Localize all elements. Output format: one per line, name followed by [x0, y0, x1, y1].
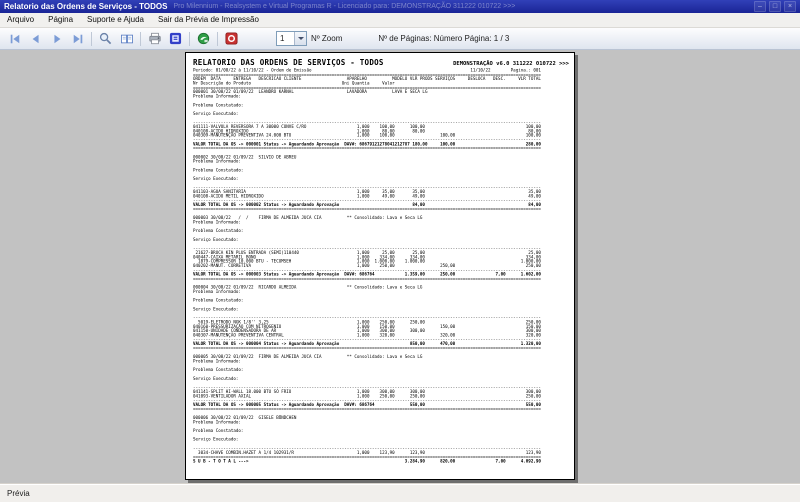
print-icon	[148, 32, 162, 45]
report-line: 040202-MANUT. CORRETIVA 1,000 250,00 250,00 250,00	[193, 262, 541, 268]
menu-bar	[0, 13, 800, 28]
report-line: Serviço Executado:	[193, 436, 239, 442]
report-line: Serviço Executado:	[193, 236, 239, 242]
report-line: Serviço Executado:	[193, 306, 239, 312]
export-icon	[197, 32, 210, 45]
report-line: S U B - T O T A L ---> 3.284,90 820,00 7,00 4.092,90	[193, 458, 541, 464]
report-line: Nr Descrição do Produto Uni Quantia Valor	[193, 80, 395, 86]
two-page-view-button[interactable]	[116, 29, 137, 48]
print-preview-page	[185, 52, 575, 480]
close-preview-button[interactable]	[221, 29, 242, 48]
first-page-button[interactable]	[4, 29, 25, 48]
zoom-button[interactable]	[95, 29, 116, 48]
report-line: Serviço Executado:	[193, 176, 239, 182]
report-demo-label: DEMONSTRAÇÃO v6.0 311222 010722 >>>	[453, 60, 569, 67]
report-line: Problema Informado:	[193, 93, 241, 99]
menu-arquivo[interactable]: Arquivo	[7, 15, 35, 24]
report-header-row	[193, 58, 569, 68]
toolbar-separator	[91, 32, 92, 46]
report-line: 000005 30/08/22 01/09/22 FIRMA DE ALMEIDA JUCA CIA ** Consolidado: Lava e Seca LG	[193, 354, 423, 360]
previous-page-button[interactable]	[25, 29, 46, 48]
report-line: Problema Informado:	[193, 158, 241, 164]
report-line: ==========================================================================================================================================	[193, 71, 541, 77]
menu-sair-da-previa[interactable]: Sair da Prévia de Impressão	[157, 15, 259, 24]
report-line: VALOR TOTAL DA OS -> 000004 Status -> Aguardando Aprovação 850,00 470,00 1.320,00	[193, 341, 541, 347]
report-line: 21627-BROCA KIN PLUS ENTRADA (SEMI)110440 1,000 25,00 25,00 25,00	[193, 249, 541, 255]
status-bar	[0, 483, 800, 502]
close-icon[interactable]: ×	[784, 1, 796, 12]
next-page-button[interactable]	[46, 29, 67, 48]
report-line: VALOR TOTAL DA OS -> 000001 Status -> Aguardando Aprovação DAV#: 68679121278041212787 180,00 100,00 280,00	[193, 141, 541, 147]
pages-count-label: Nº de Páginas: Número Página: 1 / 3	[378, 34, 510, 43]
report-line: ------------------------------------------------------------------------------------------------------------------------------------------	[193, 245, 541, 251]
report-line: 041103-AGUA SANITARIA 1,000 35,00 35,00 35,00	[193, 189, 541, 195]
report-line: 040309-MANUTENÇÃO PREVENTIVA 24.000 BTU 1,000 100,00 100,00 100,00	[193, 132, 541, 138]
report-line: ==========================================================================================================================================	[193, 406, 541, 412]
report-line: ------------------------------------------------------------------------------------------------------------------------------------------	[193, 267, 541, 273]
report-line: 000006 30/08/22 01/09/22 GISELE BÜNDCHEN	[193, 415, 393, 420]
print-setup-icon	[169, 32, 182, 45]
report-line: ==========================================================================================================================================	[193, 145, 541, 151]
toolbar	[0, 28, 800, 50]
report-line: Serviço Executado:	[193, 375, 239, 381]
first-page-icon	[8, 33, 22, 45]
report-line: ==========================================================================================================================================	[193, 206, 541, 212]
report-line: Problema Informado:	[193, 219, 241, 225]
page-number-value: 1	[280, 34, 285, 43]
window-title: Relatorio das Ordens de Serviços - TODOS	[4, 2, 168, 11]
report-line: 040108-ACIDO HIDROXIDO 1,000 80,00 80,00 80,00	[193, 128, 541, 134]
report-line: Serviço Executado:	[193, 110, 239, 116]
report-line: 000002 30/08/22 01/09/22 SILVIO DE ABREU	[193, 154, 393, 160]
report-line: ------------------------------------------------------------------------------------------------------------------------------------------	[193, 137, 541, 142]
zoom-icon	[99, 32, 112, 45]
status-text: Prévia	[7, 488, 30, 498]
report-line: ==========================================================================================================================================	[193, 345, 541, 351]
report-line: Problema Informado:	[193, 289, 241, 295]
report-line: ------------------------------------------------------------------------------------------------------------------------------------------	[193, 315, 541, 321]
chevron-down-icon[interactable]	[294, 32, 306, 45]
report-line: ------------------------------------------------------------------------------------------------------------------------------------------	[193, 184, 541, 190]
report-line: Periodo: 01/08/22 à 11/10/22 - Ordem de Emissão 11/10/22 Pagina.: 001	[193, 67, 541, 73]
report-line: 041141-SPLIT HI-WALL 18.000 BTU SÓ FRIO 1,000 300,00 300,00 300,00	[193, 388, 541, 394]
report-line: ------------------------------------------------------------------------------------------------------------------------------------------	[193, 197, 541, 203]
report-line: VALOR TOTAL DA OS -> 000002 Status -> Aguardando Aprovação 84,00 84,00	[193, 202, 541, 208]
report-line: Problema Constatado:	[193, 297, 244, 303]
report-line: Problema Informado:	[193, 358, 241, 364]
next-page-icon	[50, 33, 64, 45]
page-number-select[interactable]	[276, 31, 307, 46]
report-line: Problema Constatado:	[193, 102, 244, 108]
report-line: 000001 30/08/22 01/09/22 LEANDRO KARNAL LAVADORA LAVA E SECA LG	[193, 89, 428, 95]
report-line: Problema Constatado:	[193, 428, 244, 434]
report-line: ------------------------------------------------------------------------------------------------------------------------------------------	[193, 336, 541, 342]
previous-page-icon	[29, 33, 43, 45]
report-line: Problema Constatado:	[193, 367, 244, 373]
report-line: 041150-UNIDADE CONDENSADORA DE AR 1,000 300,00 300,00 300,00	[193, 328, 541, 334]
report-content	[193, 58, 569, 463]
report-line: VALOR TOTAL DA OS -> 000005 Status -> Aguardando Aprovação DAV#: 686764 550,00 550,00	[193, 401, 541, 407]
close-preview-icon	[225, 32, 238, 45]
report-line: 041093-VENTILADOR AXIAL 1,000 250,00 250,00 250,00	[193, 393, 541, 399]
report-line: 041111-VALVULA REVERSORA 7 A 30000 CONVE C/RO 1,000 100,00 100,00 100,00	[193, 123, 541, 129]
report-line: ------------------------------------------------------------------------------------------------------------------------------------------	[193, 119, 541, 125]
window-titlebar	[0, 0, 800, 13]
report-line: 000004 30/08/22 01/09/22 RICARDO ALMEIDA ** Consolidado: Lava e Seca LG	[193, 284, 423, 290]
report-line: 000003 30/08/22 / / FIRMA DE ALMEIDA JUCA CIA ** Consolidado: Lava e Seca LG	[193, 215, 423, 221]
report-line: ==========================================================================================================================================	[193, 84, 541, 90]
report-line: 040447-CAIXA METARIL BONO 1,000 334,00 334,00 334,00	[193, 254, 541, 260]
report-line: ------------------------------------------------------------------------------------------------------------------------------------------	[193, 445, 541, 451]
report-line: 040307-MANUTENÇÃO PREVENTIVA CENTRAL 1,000 320,00 320,00 320,00	[193, 332, 541, 338]
maximize-icon[interactable]: □	[769, 1, 781, 12]
report-line: 040160-PRESSURIZAÇÃO COM NITROGENIO 1,000 150,00 150,00 150,00	[193, 323, 541, 329]
last-page-button[interactable]	[67, 29, 88, 48]
report-line: Problema Constatado:	[193, 167, 244, 173]
report-line: Problema Constatado:	[193, 228, 244, 234]
report-line: ------------------------------------------------------------------------------------------------------------------------------------------	[193, 397, 541, 403]
export-button[interactable]	[193, 29, 214, 48]
report-body	[193, 68, 569, 463]
report-line: 040108-ACIDO METIL HIDROXIDO 1,000 49,00 49,00 49,00	[193, 193, 541, 199]
menu-suporte-e-ajuda[interactable]: Suporte e Ajuda	[87, 15, 144, 24]
preview-area	[0, 50, 800, 483]
report-line: 1879-COMPRESSOR 10.000 BTU - TECUMSEH 1,000 1.000,00 1.000,00 1.000,00	[193, 258, 541, 264]
report-line: ==========================================================================================================================================	[193, 276, 541, 281]
toolbar-separator	[217, 32, 218, 46]
minimize-icon[interactable]: –	[754, 1, 766, 12]
report-line: ==========================================================================================================================================	[193, 454, 541, 460]
print-setup-button[interactable]	[165, 29, 186, 48]
zoom-label: Nº Zoom	[311, 34, 343, 43]
last-page-icon	[71, 33, 85, 45]
menu-pagina[interactable]: Página	[48, 15, 74, 24]
report-line: ORDEM DATA ENTREGA DESCRICAO CLIENTE APARELHO MODELO VLR PRODS SERVIÇOS DESLOCA DESC. VLR TOTAL	[193, 76, 541, 82]
window-controls	[754, 1, 796, 12]
window-license-text: Pro Milennium - Realsystem e Virtual Programas R - Licenciado para: DEMONSTRAÇÃO 311222 010722 >>>	[173, 3, 516, 10]
report-line: 3034-CHAVE COMBIN.HAZET A 1/4 102931/R 1,000 123,90 123,90 123,90	[193, 449, 541, 455]
report-line: 5019-ELETRODO NGK 1/8'' 3,25 1,000 250,00 250,00 250,00	[193, 319, 541, 325]
report-line: Problema Informado:	[193, 419, 241, 425]
report-line: ------------------------------------------------------------------------------------------------------------------------------------------	[193, 384, 541, 390]
toolbar-separator	[140, 32, 141, 46]
print-button[interactable]	[144, 29, 165, 48]
report-line: VALOR TOTAL DA OS -> 000003 Status -> Aguardando Aprovação DAV#: 686764 1.359,00 250,00 7,00 1.602,00	[193, 271, 541, 277]
toolbar-separator	[189, 32, 190, 46]
two-page-view-icon	[120, 33, 134, 45]
report-title: RELATORIO DAS ORDENS DE SERVIÇOS - TODOS	[193, 58, 384, 67]
